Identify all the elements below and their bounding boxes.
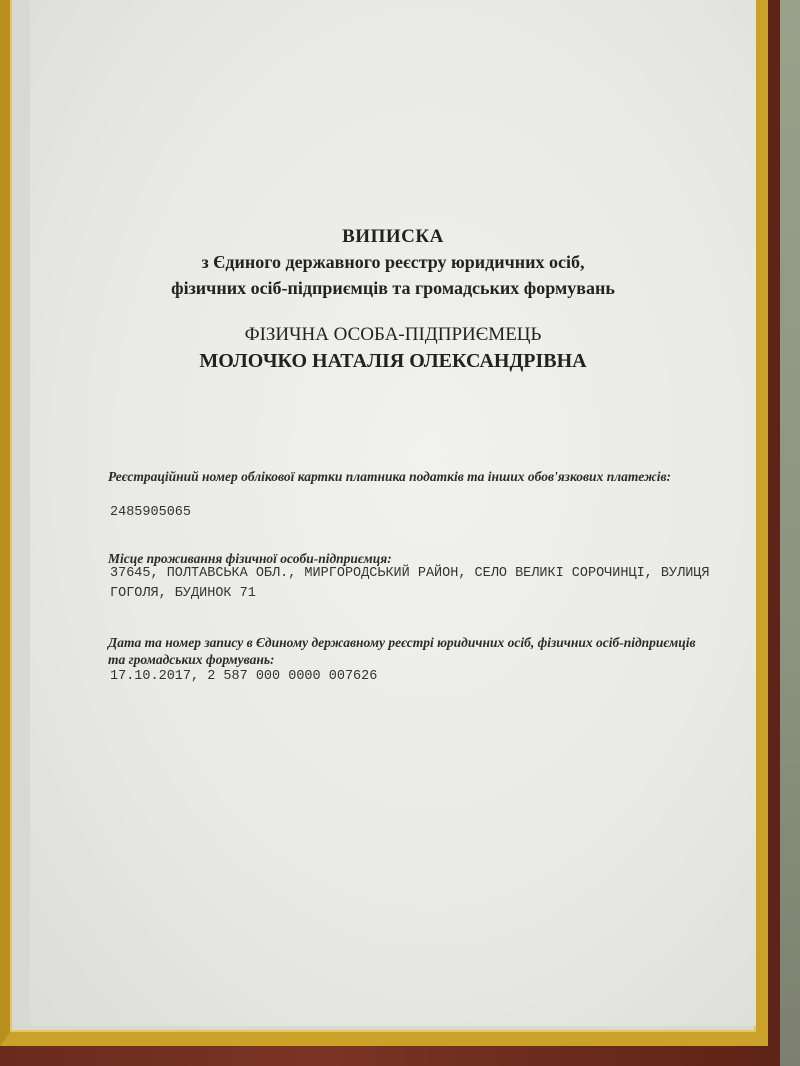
residence-label: Місце проживання фізичної особи-підприємця: (108, 551, 392, 566)
tax-number-value: 2485905065 (110, 505, 192, 520)
registration-record-label: Дата та номер запису в Єдиному державному реєстрі юридичних осіб, фізичних осіб-підприємців та громадських формувань: (108, 635, 696, 667)
wall-background (780, 0, 800, 1066)
entity-type: ФІЗИЧНА ОСОБА-ПІДПРИЄМЕЦЬ (244, 324, 542, 345)
document-title: ВИПИСКА (342, 226, 444, 247)
residence-value: 37645, ПОЛТАВСЬКА ОБЛ., МИРГОРОДСЬКИЙ РАЙОН, СЕЛО ВЕЛИКІ СОРОЧИНЦІ, ВУЛИЦЯ ГОГОЛЯ, БУДИНОК 71 (110, 566, 710, 601)
entity-name: МОЛОЧКО НАТАЛІЯ ОЛЕКСАНДРІВНА (199, 350, 587, 372)
document-sheet (30, 0, 756, 1026)
document-subtitle-line1: з Єдиного державного реєстру юридичних осіб, (201, 252, 585, 272)
tax-number-label: Реєстраційний номер облікової картки платника податків та інших обов'язкових платежів: (108, 469, 671, 484)
document-subtitle-line2: фізичних осіб-підприємців та громадських формувань (171, 278, 615, 298)
registration-record-value: 17.10.2017, 2 587 000 0000 007626 (110, 669, 378, 684)
